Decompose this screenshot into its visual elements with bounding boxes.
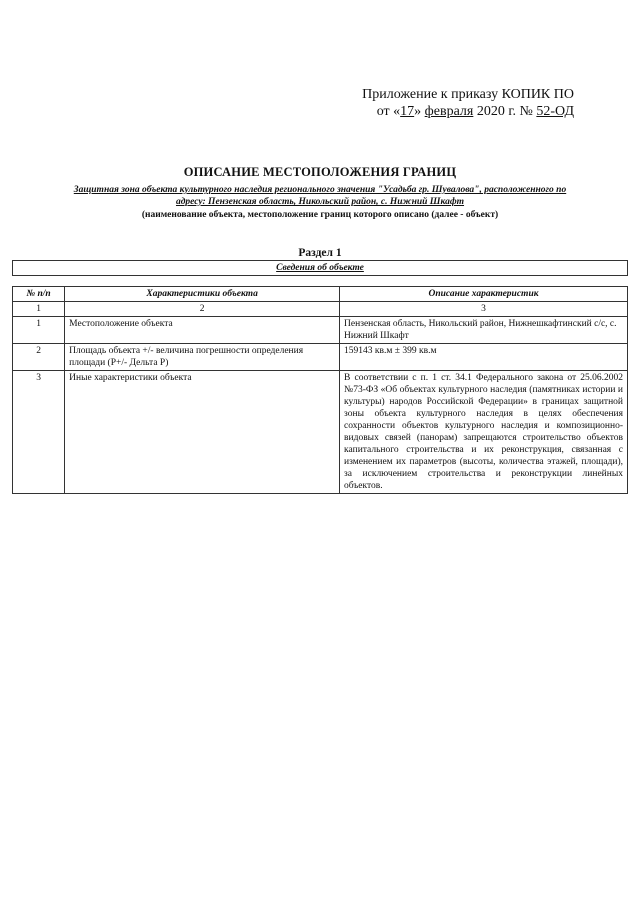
column-number-3: 3 [340, 302, 628, 317]
header-description: Описание характеристик [340, 287, 628, 302]
row-characteristic: Площадь объекта +/- величина погрешности определения площади (Р+/- Дельта Р) [65, 344, 340, 371]
column-number-row [13, 302, 628, 317]
row-characteristic: Иные характеристики объекта [65, 371, 340, 494]
row-description: Пензенская область, Никольский район, Нижнешкафтинский с/с, с. Нижний Шкафт [340, 317, 628, 344]
header-row [13, 287, 628, 302]
row-num: 1 [13, 317, 65, 344]
table-row [13, 344, 628, 371]
header-characteristic: Характеристики объекта [65, 287, 340, 302]
section-title: Раздел 1 [298, 247, 342, 259]
spacer-row [13, 276, 628, 287]
row-characteristic: Местоположение объекта [65, 317, 340, 344]
table-row [13, 371, 628, 494]
table-row [13, 317, 628, 344]
object-name-caption: (наименование объекта, местоположение границ которого описано (далее - объект) [141, 210, 499, 220]
column-number-1: 1 [13, 302, 65, 317]
row-description: 159143 кв.м ± 399 кв.м [340, 344, 628, 371]
row-num: 3 [13, 371, 65, 494]
appendix-mid1: » [414, 104, 425, 119]
title-block [20, 165, 620, 221]
appendix-mid2: 2020 г. № [473, 104, 537, 119]
object-name: Защитная зона объекта культурного наследия регионального значения "Усадьба гр. Шувалова", расположенного по адресу: Пензенская область, Никольский район, с. Нижний Шкафт [73, 185, 567, 207]
appendix-line-2 [362, 103, 574, 120]
section-caption: Сведения об объекте [13, 261, 628, 276]
document-title: ОПИСАНИЕ МЕСТОПОЛОЖЕНИЯ ГРАНИЦ [183, 165, 457, 179]
header-num: № п/п [13, 287, 65, 302]
appendix-prefix: от « [376, 104, 401, 119]
appendix-day: 17 [400, 104, 415, 119]
appendix-number: 52-ОД [536, 104, 574, 119]
appendix-line-1: Приложение к приказу КОПИК ПО [362, 87, 574, 102]
appendix-month: февраля [424, 104, 474, 119]
spacer-cell [13, 276, 628, 287]
row-description: В соответствии с п. 1 ст. 34.1 Федерального закона от 25.06.2002 №73-ФЗ «Об объектах культурного наследия (памятниках истории и культуры) народов Российской Федерации» в границах защитной зоны объекта культурного наследия в целях обеспечения сохранности объектов культурного наследия и композиционно-видовых связей (панорам) запрещаются строительство объектов капитального строительства и их реконструкция, связанная с изменением их параметров (высоты, количества этажей, площади), за исключением строительства и реконструкции линейных объектов. [340, 371, 628, 494]
appendix-note [362, 86, 574, 120]
object-info-table [12, 260, 628, 494]
column-number-2: 2 [65, 302, 340, 317]
section-caption-row [13, 261, 628, 276]
row-num: 2 [13, 344, 65, 371]
